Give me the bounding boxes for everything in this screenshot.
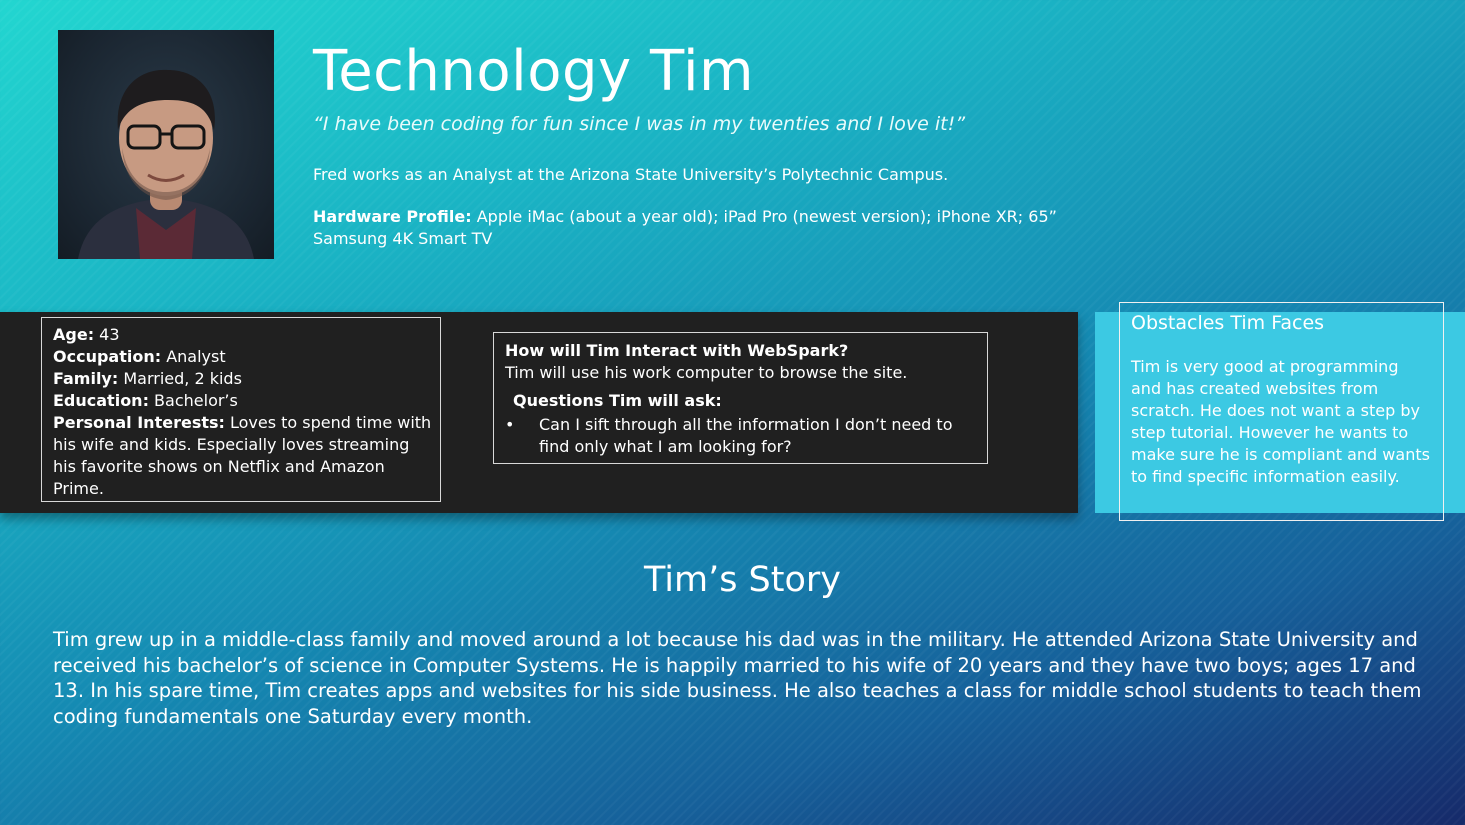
demographics-box bbox=[41, 317, 441, 502]
questions-list bbox=[505, 414, 982, 458]
persona-portrait bbox=[58, 30, 274, 259]
interests-row bbox=[53, 412, 433, 500]
bullet-icon: • bbox=[505, 415, 515, 434]
story-text: Tim grew up in a middle-class family and moved around a lot because his dad was in the military. He attended Arizona State University and received his bachelor’s of science in Computer Systems. He is happily married to his wife of 20 years and they have two boys; ages 17 and 13. In his spare time, Tim creates apps and websites for his side business. He also teaches a class for middle school students to teach them coding fundamentals one Saturday every month. bbox=[53, 628, 1422, 729]
hardware-label: Hardware Profile: bbox=[313, 207, 472, 226]
family-row bbox=[53, 368, 433, 390]
question-item bbox=[505, 414, 982, 458]
questions-heading: Questions Tim will ask: bbox=[513, 391, 722, 410]
persona-quote: “I have been coding for fun since I was in my twenties and I love it!” bbox=[313, 113, 966, 135]
persona-name: Technology Tim bbox=[313, 39, 755, 104]
age-label: Age: bbox=[53, 325, 95, 344]
question-text: Can I sift through all the information I don’t need to find only what I am looking for? bbox=[539, 415, 953, 456]
obstacles-title: Obstacles Tim Faces bbox=[1131, 312, 1325, 334]
occupation-row bbox=[53, 346, 433, 368]
age-row bbox=[53, 324, 433, 346]
hardware-profile bbox=[313, 206, 1073, 250]
family-value: Married, 2 kids bbox=[118, 369, 242, 388]
obstacles-box bbox=[1119, 302, 1444, 521]
hardware-value: Apple iMac (about a year old); iPad Pro (newest version); iPhone XR; 65” Samsung 4K Smart TV bbox=[313, 207, 1057, 248]
persona-photo bbox=[58, 30, 274, 259]
education-row bbox=[53, 390, 433, 412]
interaction-box bbox=[493, 332, 988, 464]
education-label: Education: bbox=[53, 391, 149, 410]
obstacles-text: Tim is very good at programming and has created websites from scratch. He does not want a step by step tutorial. However he wants to make sure he is compliant and wants to find specific information easily. bbox=[1131, 357, 1430, 486]
occupation-value: Analyst bbox=[161, 347, 226, 366]
age-value: 43 bbox=[94, 325, 120, 344]
story-title: Tim’s Story bbox=[643, 560, 842, 600]
interaction-heading: How will Tim Interact with WebSpark? bbox=[505, 341, 849, 360]
occupation-label: Occupation: bbox=[53, 347, 162, 366]
education-value: Bachelor’s bbox=[148, 391, 238, 410]
family-label: Family: bbox=[53, 369, 119, 388]
interaction-text: Tim will use his work computer to browse the site. bbox=[505, 363, 908, 382]
interests-value: Loves to spend time with his wife and kids. Especially loves streaming his favorite shows on Netflix and Amazon Prime. bbox=[53, 413, 432, 498]
persona-role: Fred works as an Analyst at the Arizona State University’s Polytechnic Campus. bbox=[313, 165, 949, 184]
interests-label: Personal Interests: bbox=[53, 413, 225, 432]
